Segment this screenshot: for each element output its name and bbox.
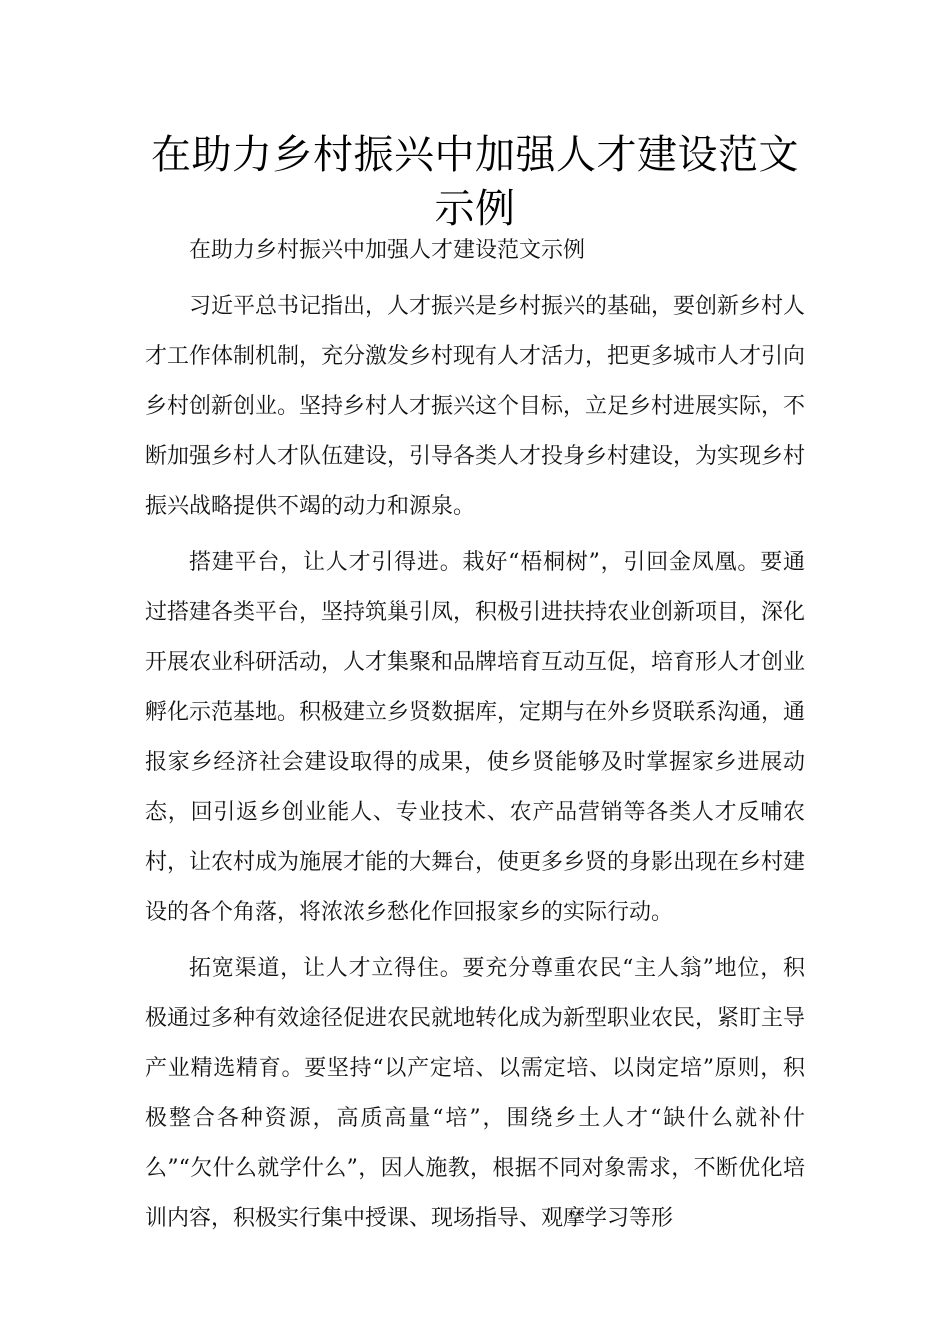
paragraph-intro: 习近平总书记指出，人才振兴是乡村振兴的基础，要创新乡村人才工作体制机制，充分激发乡村现有人才活力，把更多城市人才引向乡村创新创业。坚持乡村人才振兴这个目标，立足乡村进展实际，不断加强乡村人才队伍建设，引导各类人才投身乡村建设，为实现乡村振兴战略提供不竭的动力和源泉。 xyxy=(145,294,806,519)
document-body xyxy=(145,226,805,1244)
document-title: 在助力乡村振兴中加强人才建设范文示例 xyxy=(151,132,799,232)
paragraph-platform: 搭建平台，让人才引得进。栽好“梧桐树”，引回金凤凰。要通过搭建各类平台，坚持筑巢引凤，积极引进扶持农业创新项目，深化开展农业科研活动，人才集聚和品牌培育互动互促，培育形人才创业孵化示范基地。积极建立乡贤数据库，定期与在外乡贤联系沟通，通报家乡经济社会建设取得的成果，使乡贤能够及时掌握家乡进展动态，回引返乡创业能人、专业技术、农产品营销等各类人才反哺农村，让农村成为施展才能的大舞台，使更多乡贤的身影出现在乡村建设的各个角落，将浓浓乡愁化作回报家乡的实际行动。 xyxy=(145,550,806,925)
document-subtitle: 在助力乡村振兴中加强人才建设范文示例 xyxy=(189,238,586,263)
paragraph-channels: 拓宽渠道，让人才立得住。要充分尊重农民“主人翁”地位，积极通过多种有效途径促进农民就地转化成为新型职业农民，紧盯主导产业精选精育。要坚持“以产定培、以需定培、以岗定培”原则，积极整合各种资源，高质高量“培”，围绕乡土人才“缺什么就补什么”“欠什么就学什么”，因人施教，根据不同对象需求，不断优化培训内容，积极实行集中授课、现场指导、观摩学习等形 xyxy=(145,956,806,1231)
